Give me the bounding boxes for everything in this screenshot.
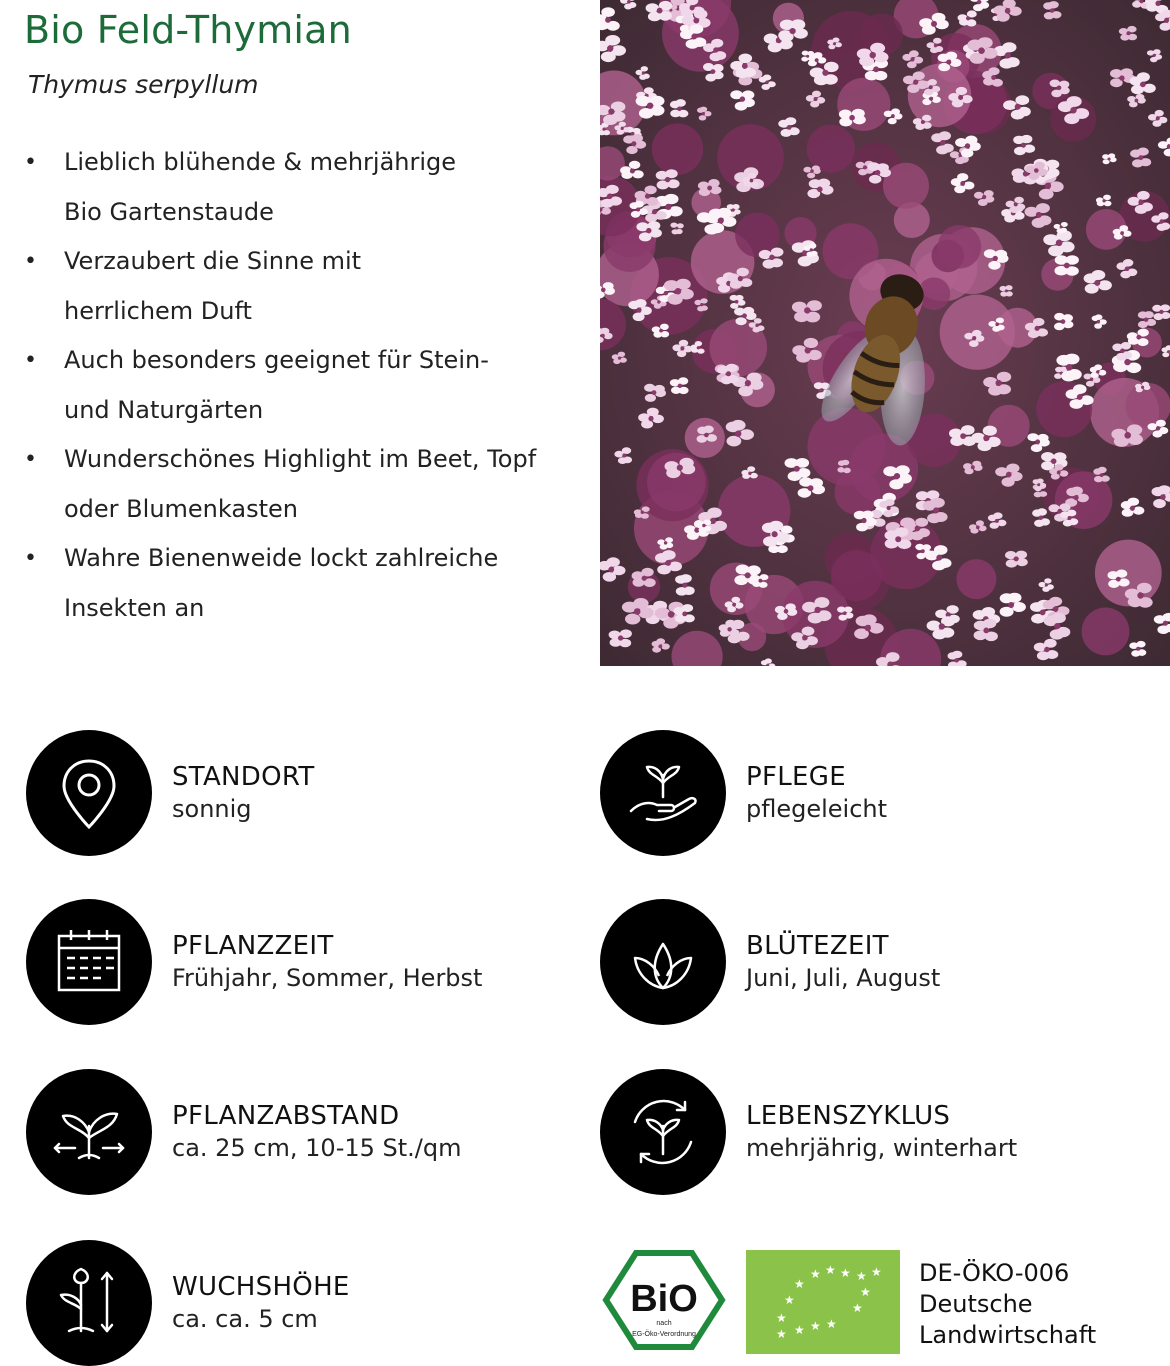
svg-text:★: ★ <box>810 1267 821 1281</box>
wuchshoehe-value: ca. ca. 5 cm <box>172 1303 350 1335</box>
svg-text:★: ★ <box>810 1319 821 1333</box>
bullet-dot: • <box>24 237 36 287</box>
svg-text:★: ★ <box>856 1269 867 1283</box>
certification-code: DE-ÖKO-006 <box>919 1258 1096 1289</box>
svg-text:★: ★ <box>776 1311 787 1325</box>
bullet-item <box>24 237 584 336</box>
svg-text:★: ★ <box>794 1277 805 1291</box>
svg-text:★: ★ <box>794 1323 805 1337</box>
svg-text:★: ★ <box>840 1266 851 1280</box>
bullet-dot: • <box>24 138 36 188</box>
product-photo <box>600 0 1170 666</box>
bullet-text-line1: Wunderschönes Highlight im Beet, Topf <box>64 445 536 473</box>
bullet-item <box>24 138 584 237</box>
svg-text:★: ★ <box>776 1327 787 1341</box>
bullet-text-line1: Verzaubert die Sinne mit <box>64 247 361 275</box>
bullet-item <box>24 336 584 435</box>
feature-lebenszyklus <box>600 1069 1017 1195</box>
bullet-text-line1: Wahre Bienenweide lockt zahlreiche <box>64 544 498 572</box>
feature-wuchshoehe <box>26 1240 350 1366</box>
lotus-flower-icon <box>600 899 726 1025</box>
origin-line-1: Deutsche <box>919 1289 1096 1320</box>
feature-pflege <box>600 730 887 856</box>
svg-text:★: ★ <box>826 1317 837 1331</box>
pflanzzeit-value: Frühjahr, Sommer, Herbst <box>172 962 482 994</box>
standort-value: sonnig <box>172 793 315 825</box>
plant-spacing-icon <box>26 1069 152 1195</box>
bullet-text-line1: Auch besonders geeignet für Stein- <box>64 346 489 374</box>
svg-text:★: ★ <box>825 1263 836 1277</box>
calendar-icon <box>26 899 152 1025</box>
location-pin-icon <box>26 730 152 856</box>
bullet-dot: • <box>24 435 36 485</box>
wuchshoehe-label: WUCHSHÖHE <box>172 1271 350 1303</box>
svg-text:★: ★ <box>871 1265 882 1279</box>
pflege-label: PFLEGE <box>746 761 887 793</box>
bluetezeit-value: Juni, Juli, August <box>746 962 940 994</box>
bullet-item <box>24 534 584 633</box>
bio-seal-logo <box>606 1253 722 1347</box>
svg-text:EG-Öko-Verordnung: EG-Öko-Verordnung <box>632 1330 696 1338</box>
feature-standort <box>26 730 315 856</box>
plant-cycle-icon <box>600 1069 726 1195</box>
svg-text:★: ★ <box>852 1301 863 1315</box>
organic-certification-text <box>919 1258 1096 1351</box>
feature-pflanzabstand <box>26 1069 462 1195</box>
origin-line-2: Landwirtschaft <box>919 1320 1096 1351</box>
pflanzabstand-value: ca. 25 cm, 10-15 St./qm <box>172 1132 462 1164</box>
svg-text:★: ★ <box>784 1293 795 1307</box>
plant-height-icon <box>26 1240 152 1366</box>
feature-bullet-list <box>24 138 584 633</box>
svg-text:nach: nach <box>656 1320 671 1327</box>
seedling-hand-icon <box>600 730 726 856</box>
product-latin-name: Thymus serpyllum <box>28 70 259 99</box>
pflanzabstand-label: PFLANZABSTAND <box>172 1100 462 1132</box>
thyme-flowers-image <box>600 0 1170 666</box>
bullet-text-line2: Bio Gartenstaude <box>64 198 274 226</box>
bullet-dot: • <box>24 534 36 584</box>
feature-bluetezeit <box>600 899 940 1025</box>
bullet-dot: • <box>24 336 36 386</box>
svg-text:BiO: BiO <box>630 1278 698 1320</box>
bluetezeit-label: BLÜTEZEIT <box>746 930 940 962</box>
bullet-text-line2: herrlichem Duft <box>64 297 252 325</box>
lebenszyklus-label: LEBENSZYKLUS <box>746 1100 1017 1132</box>
pflanzzeit-label: PFLANZZEIT <box>172 930 482 962</box>
product-title: Bio Feld-Thymian <box>24 8 352 52</box>
bullet-text-line2: und Naturgärten <box>64 396 263 424</box>
svg-text:★: ★ <box>860 1285 871 1299</box>
pflege-value: pflegeleicht <box>746 793 887 825</box>
standort-label: STANDORT <box>172 761 315 793</box>
bullet-item <box>24 435 584 534</box>
eu-organic-logo <box>746 1250 900 1354</box>
feature-pflanzzeit <box>26 899 482 1025</box>
lebenszyklus-value: mehrjährig, winterhart <box>746 1132 1017 1164</box>
bullet-text-line1: Lieblich blühende & mehrjährige <box>64 148 456 176</box>
bullet-text-line2: Insekten an <box>64 594 204 622</box>
bullet-text-line2: oder Blumenkasten <box>64 495 298 523</box>
